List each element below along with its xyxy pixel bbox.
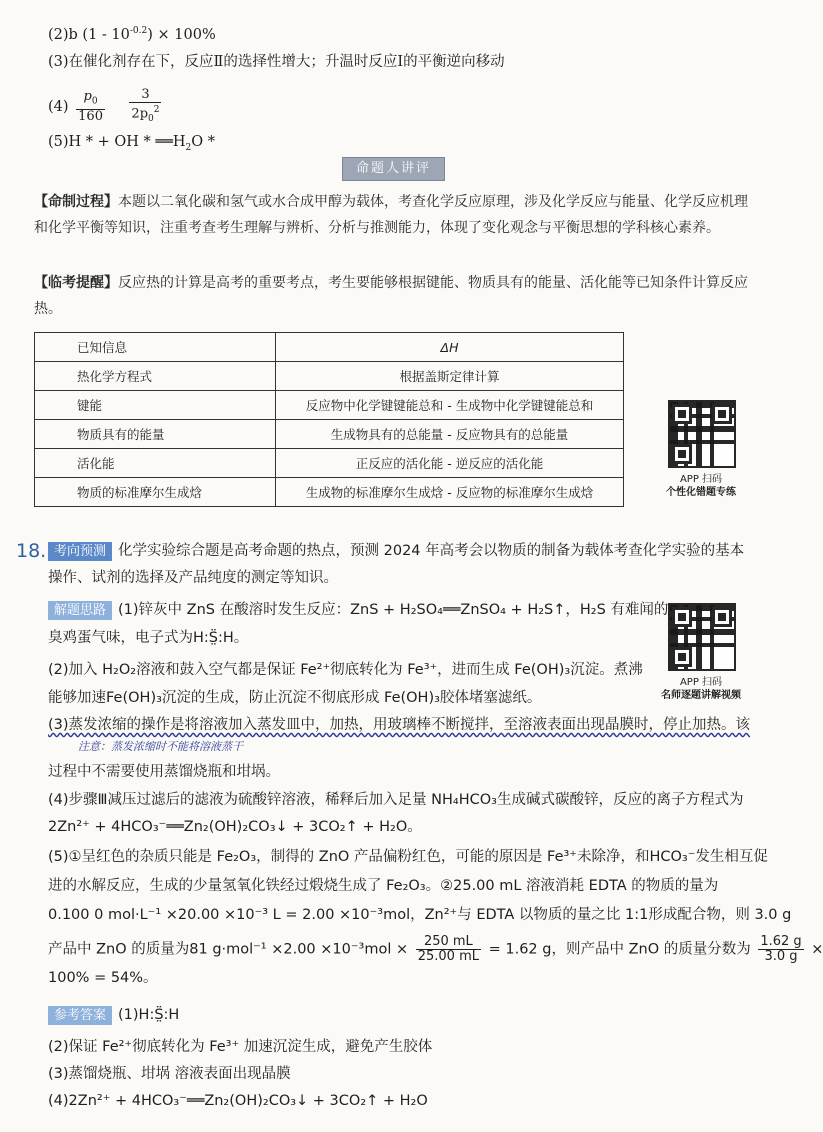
- table-header: ΔH: [276, 333, 624, 362]
- step-2b: 能够加速Fe(OH)₃沉淀的生成，防止沉淀不彻底形成 Fe(OH)₃胶体堵塞滤纸。: [48, 690, 542, 706]
- table-cell: 根据盖斯定律计算: [276, 362, 624, 391]
- answer-2: (2)b $(1 - 10^{-0.2}) \times 100\%$: [48, 26, 216, 43]
- step-5e: 100% = 54%。: [48, 970, 158, 986]
- answer-line-4: (4)2Zn²⁺ + 4HCO₃⁻══Zn₂(OH)₂CO₃↓ + 3CO₂↑ + H₂O: [48, 1093, 428, 1109]
- table-header: 已知信息: [35, 333, 276, 362]
- fraction-p0-160: $\frac{p_0}{160}$: [78, 89, 103, 124]
- think-tag: 解题思路: [48, 601, 112, 620]
- qr-caption-2: APP 扫码 名师逐题讲解视频: [661, 677, 741, 701]
- table-cell: 物质具有的能量: [35, 420, 276, 449]
- question-number: 18.: [16, 540, 47, 562]
- fraction-3-2p0sq: $\frac{3}{2p_0^2}$: [131, 87, 160, 124]
- step-5b: 进的水解反应，生成的少量氢氧化铁经过煅烧生成了 Fe₂O₃。②25.00 mL 溶液消耗 EDTA 的物质的量为: [48, 878, 719, 894]
- answer-tag: 参考答案: [48, 1006, 112, 1025]
- step-1b: 臭鸡蛋气味，电子式为H:S̤̈:H。: [48, 630, 249, 646]
- qr-caption-1: APP 扫码 个性化错题专练: [666, 474, 736, 498]
- table-cell: 物质的标准摩尔生成焓: [35, 478, 276, 507]
- table-row: [35, 362, 624, 391]
- table-cell: 生成物的标准摩尔生成焓 - 反应物的标准摩尔生成焓: [276, 478, 624, 507]
- step-5d: 产品中 ZnO 的质量为81 g·mol⁻¹ ×2.00 ×10⁻³mol × $\frac{250 mL}{25.00 mL}$ = 1.62 g，则产品中 ZnO 的质量分数为 $\frac{1.62 g}{3.0 g}$ ×: [48, 934, 823, 964]
- answer-line-1: 参考答案 (1)H:S̤̈:H: [48, 1005, 179, 1025]
- table-cell: 正反应的活化能 - 逆反应的活化能: [276, 449, 624, 478]
- table-cell: 生成物具有的总能量 - 反应物具有的总能量: [276, 420, 624, 449]
- step-3b: 过程中不需要使用蒸馏烧瓶和坩埚。: [48, 764, 280, 780]
- process-paragraph: 【命制过程】本题以二氧化碳和氢气或水合成甲醇为载体，考查化学反应原理，涉及化学反应与能量、化学反应机理和化学平衡等知识，注重考查考生理解与辨析、分析与推测能力，体现了变化观念与平衡思想的学科核心素养。: [34, 194, 748, 236]
- qr-code-icon[interactable]: [668, 603, 736, 671]
- step-4a: (4)步骤Ⅲ减压过滤后的滤液为硫酸锌溶液，稀释后加入足量 NH₄HCO₃生成碱式碳酸锌，反应的离子方程式为: [48, 792, 744, 808]
- step-5a: (5)①呈红色的杂质只能是 Fe₂O₃，制得的 ZnO 产品偏粉红色，可能的原因是 Fe³⁺未除净，和HCO₃⁻发生相互促: [48, 849, 768, 865]
- commentary-tag: 命题人讲评: [342, 157, 445, 181]
- step-1a: 解题思路 (1)锌灰中 ZnS 在酸溶时发生反应：ZnS + H₂SO₄══ZnSO₄ + H₂S↑，H₂S 有难闻的: [48, 600, 668, 620]
- table-row: [35, 449, 624, 478]
- reminder-paragraph: 【临考提醒】反应热的计算是高考的重要考点，考生要能够根据键能、物质具有的能量、活化能等已知条件计算反应热。: [34, 275, 748, 317]
- delta-h-table: [34, 332, 624, 507]
- handwritten-note: 注意：蒸发浓缩时不能将溶液蒸干: [78, 740, 243, 753]
- table-row: [35, 391, 624, 420]
- step-4b: 2Zn²⁺ + 4HCO₃⁻══Zn₂(OH)₂CO₃↓ + 3CO₂↑ + H₂O。: [48, 819, 422, 835]
- forecast-tag: 考向预测: [48, 542, 112, 561]
- step-3a: (3)蒸发浓缩的操作是将溶液加入蒸发皿中，加热，用玻璃棒不断搅拌，至溶液表面出现晶膜时，停止加热。该: [48, 717, 751, 733]
- table-header-row: [35, 333, 624, 362]
- answer-4: (4) $\frac{p_0}{160}$ $\frac{3}{2p_0^2}$: [48, 87, 160, 124]
- table-cell: 活化能: [35, 449, 276, 478]
- q18-intro-2: 操作、试剂的选择及产品纯度的测定等知识。: [48, 570, 338, 586]
- table-row: [35, 420, 624, 449]
- fraction-volume: $\frac{250 mL}{25.00 mL}$: [417, 934, 479, 964]
- qr-code-icon[interactable]: [668, 400, 736, 468]
- answer-5: (5)H * + OH * $══H_2O$ *: [48, 134, 216, 153]
- step-5c: 0.100 0 mol·L⁻¹ ×20.00 ×10⁻³ L = 2.00 ×10⁻³mol，Zn²⁺与 EDTA 以物质的量之比 1:1形成配合物，则 3.0 g: [48, 907, 792, 923]
- table-cell: 键能: [35, 391, 276, 420]
- fraction-mass: $\frac{1.62 g}{3.0 g}$: [760, 934, 802, 964]
- step-2a: (2)加入 H₂O₂溶液和鼓入空气都是保证 Fe²⁺彻底转化为 Fe³⁺，进而生成 Fe(OH)₃沉淀。煮沸: [48, 662, 643, 678]
- answer-line-3: (3)蒸馏烧瓶、坩埚 溶液表面出现晶膜: [48, 1066, 291, 1082]
- answer-3: (3)在催化剂存在下，反应Ⅱ的选择性增大；升温时反应Ⅰ的平衡逆向移动: [48, 54, 505, 70]
- table-cell: 热化学方程式: [35, 362, 276, 391]
- table-cell: 反应物中化学键键能总和 - 生成物中化学键键能总和: [276, 391, 624, 420]
- table-row: [35, 478, 624, 507]
- answer-line-2: (2)保证 Fe²⁺彻底转化为 Fe³⁺ 加速沉淀生成，避免产生胶体: [48, 1039, 433, 1055]
- q18-intro-1: 考向预测 化学实验综合题是高考命题的热点，预测 2024 年高考会以物质的制备为载体考查化学实验的基本: [48, 541, 744, 561]
